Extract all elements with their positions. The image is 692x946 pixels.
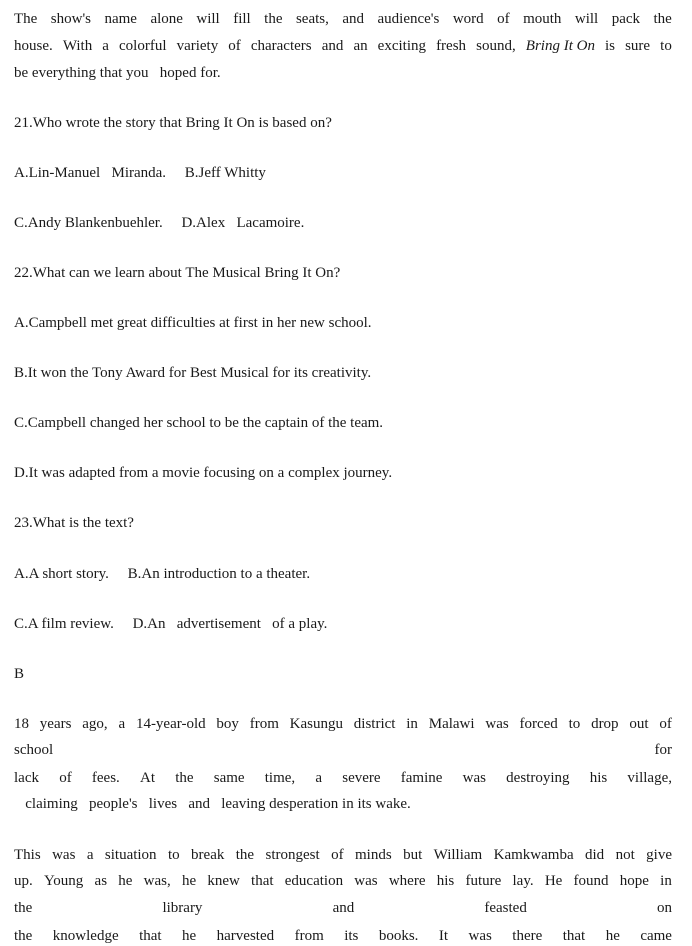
word: pack — [611, 11, 641, 27]
word: years — [39, 716, 72, 732]
word: characters — [250, 38, 312, 54]
word: he — [182, 928, 197, 944]
word: from — [294, 928, 324, 944]
word: education — [284, 873, 344, 889]
intro-line-2 — [14, 36, 672, 56]
question-23-stem: 23.What is the text? — [14, 515, 134, 531]
word: forced — [519, 716, 558, 732]
word: was — [468, 928, 492, 944]
word: word — [452, 11, 484, 27]
intro-line-3: be everything that you hoped for. — [14, 65, 221, 81]
word: to — [660, 38, 672, 54]
question-22-option-c: C.Campbell changed her school to be the captain of the team. — [14, 415, 384, 431]
word: fresh — [436, 38, 467, 54]
word: in — [406, 716, 418, 732]
word: harvested — [216, 928, 275, 944]
word: up. — [14, 873, 33, 889]
word: audience's — [377, 11, 440, 27]
word: from — [249, 716, 279, 732]
word: At — [140, 770, 155, 786]
word: that — [562, 928, 586, 944]
question-22-stem: 22.What can we learn about The Musical Bring It On? — [14, 265, 341, 281]
word: that — [139, 928, 162, 944]
word: mouth — [523, 11, 562, 27]
word: not — [615, 847, 635, 863]
word: a — [102, 38, 109, 54]
word: hope — [619, 873, 649, 889]
word: drop — [591, 716, 619, 732]
word: and — [321, 38, 344, 54]
word: minds — [354, 847, 392, 863]
word: his — [589, 770, 608, 786]
word: and — [332, 900, 355, 916]
word: boy — [216, 716, 239, 732]
word: 18 — [14, 716, 29, 732]
question-23-options-ab: A.A short story. B.An introduction to a theater. — [14, 566, 311, 582]
word: famine — [400, 770, 443, 786]
word: severe — [342, 770, 381, 786]
word: a — [86, 847, 94, 863]
word: This — [14, 847, 41, 863]
word: that — [251, 873, 274, 889]
word: of — [497, 11, 510, 27]
word: name — [104, 11, 137, 27]
word: William — [433, 847, 483, 863]
word: sure — [625, 38, 651, 54]
intro-line-1 — [14, 9, 672, 29]
word: With — [62, 38, 93, 54]
word: did — [585, 847, 605, 863]
word: Malawi — [428, 716, 475, 732]
word: village, — [627, 770, 672, 786]
word: show's — [50, 11, 92, 27]
word: a — [118, 716, 126, 732]
word: Young — [43, 873, 84, 889]
word: time, — [264, 770, 296, 786]
word: alone — [150, 11, 183, 27]
word: district — [353, 716, 396, 732]
word: for — [654, 742, 672, 758]
word: school — [14, 742, 54, 758]
word: an — [353, 38, 368, 54]
word: to — [167, 847, 180, 863]
word: of — [59, 770, 72, 786]
word: the — [175, 770, 194, 786]
word: will — [196, 11, 220, 27]
word: situation — [104, 847, 157, 863]
word: to — [568, 716, 581, 732]
word: books. — [378, 928, 419, 944]
question-22-option-a: A.Campbell met great difficulties at first in her new school. — [14, 315, 372, 331]
word: 14-year-old — [135, 716, 206, 732]
passage-b-p2-line-1 — [14, 845, 672, 865]
word: strongest — [265, 847, 320, 863]
word: knowledge — [52, 928, 119, 944]
word: Kasungu — [289, 716, 343, 732]
word: knew — [207, 873, 240, 889]
word: colorful — [119, 38, 167, 54]
passage-b-p1-line-3 — [14, 768, 672, 788]
word: was — [52, 847, 76, 863]
word: fill — [233, 11, 251, 27]
word: future — [465, 873, 502, 889]
word: out — [629, 716, 649, 732]
word: It — [438, 928, 449, 944]
word: the — [264, 11, 283, 27]
word: fees. — [91, 770, 120, 786]
word: of — [331, 847, 344, 863]
word: on — [656, 900, 672, 916]
passage-b-p2-line-3 — [14, 898, 672, 918]
word: where — [388, 873, 426, 889]
word: of — [228, 38, 241, 54]
word: The — [14, 11, 38, 27]
word: but — [403, 847, 423, 863]
word: there — [512, 928, 543, 944]
word: a — [315, 770, 323, 786]
word: was, — [143, 873, 171, 889]
passage-b-p1-line-1 — [14, 714, 672, 734]
word: came — [640, 928, 672, 944]
word: break — [191, 847, 225, 863]
word: in — [660, 873, 672, 889]
word: is — [605, 38, 616, 54]
word: the — [235, 847, 255, 863]
word: and — [342, 11, 365, 27]
word: he — [181, 873, 197, 889]
word: ago, — [82, 716, 108, 732]
word: was — [462, 770, 486, 786]
word: he — [605, 928, 620, 944]
word: of — [659, 716, 672, 732]
word: found — [573, 873, 609, 889]
musical-title: Bring It On — [525, 38, 595, 54]
word: lack — [14, 770, 39, 786]
section-b-heading: B — [14, 666, 25, 682]
word: will — [574, 11, 599, 27]
word: house. — [14, 38, 53, 54]
word: was — [485, 716, 509, 732]
word: he — [118, 873, 133, 889]
word: feasted — [484, 900, 527, 916]
word: give — [646, 847, 672, 863]
word: seats, — [295, 11, 329, 27]
word: Kamkwamba — [493, 847, 574, 863]
question-22-option-b: B.It won the Tony Award for Best Musical for its creativity. — [14, 365, 372, 381]
question-21-options-ab: A.Lin-Manuel Miranda. B.Jeff Whitty — [14, 165, 266, 181]
question-22-option-d: D.It was adapted from a movie focusing on a complex journey. — [14, 465, 393, 481]
word: He — [544, 873, 563, 889]
word: the — [14, 900, 33, 916]
word: lay. — [512, 873, 534, 889]
word: his — [436, 873, 455, 889]
passage-b-p2-line-2 — [14, 871, 672, 891]
passage-b-p1-line-2 — [14, 740, 672, 760]
word: same — [213, 770, 245, 786]
word: the — [653, 11, 672, 27]
passage-b-p2-line-4 — [14, 926, 672, 946]
word: exciting — [377, 38, 426, 54]
word: the — [14, 928, 33, 944]
word: was — [354, 873, 378, 889]
word: library — [162, 900, 203, 916]
word: sound, — [476, 38, 516, 54]
passage-b-p1-line-4: claiming people's lives and leaving desperation in its wake. — [14, 796, 411, 812]
question-21-stem: 21.Who wrote the story that Bring It On is based on? — [14, 115, 332, 131]
question-23-options-cd: C.A film review. D.An advertisement of a play. — [14, 616, 328, 632]
word: destroying — [506, 770, 570, 786]
word: its — [344, 928, 359, 944]
word: as — [94, 873, 108, 889]
word: variety — [176, 38, 219, 54]
question-21-options-cd: C.Andy Blankenbuehler. D.Alex Lacamoire. — [14, 215, 305, 231]
